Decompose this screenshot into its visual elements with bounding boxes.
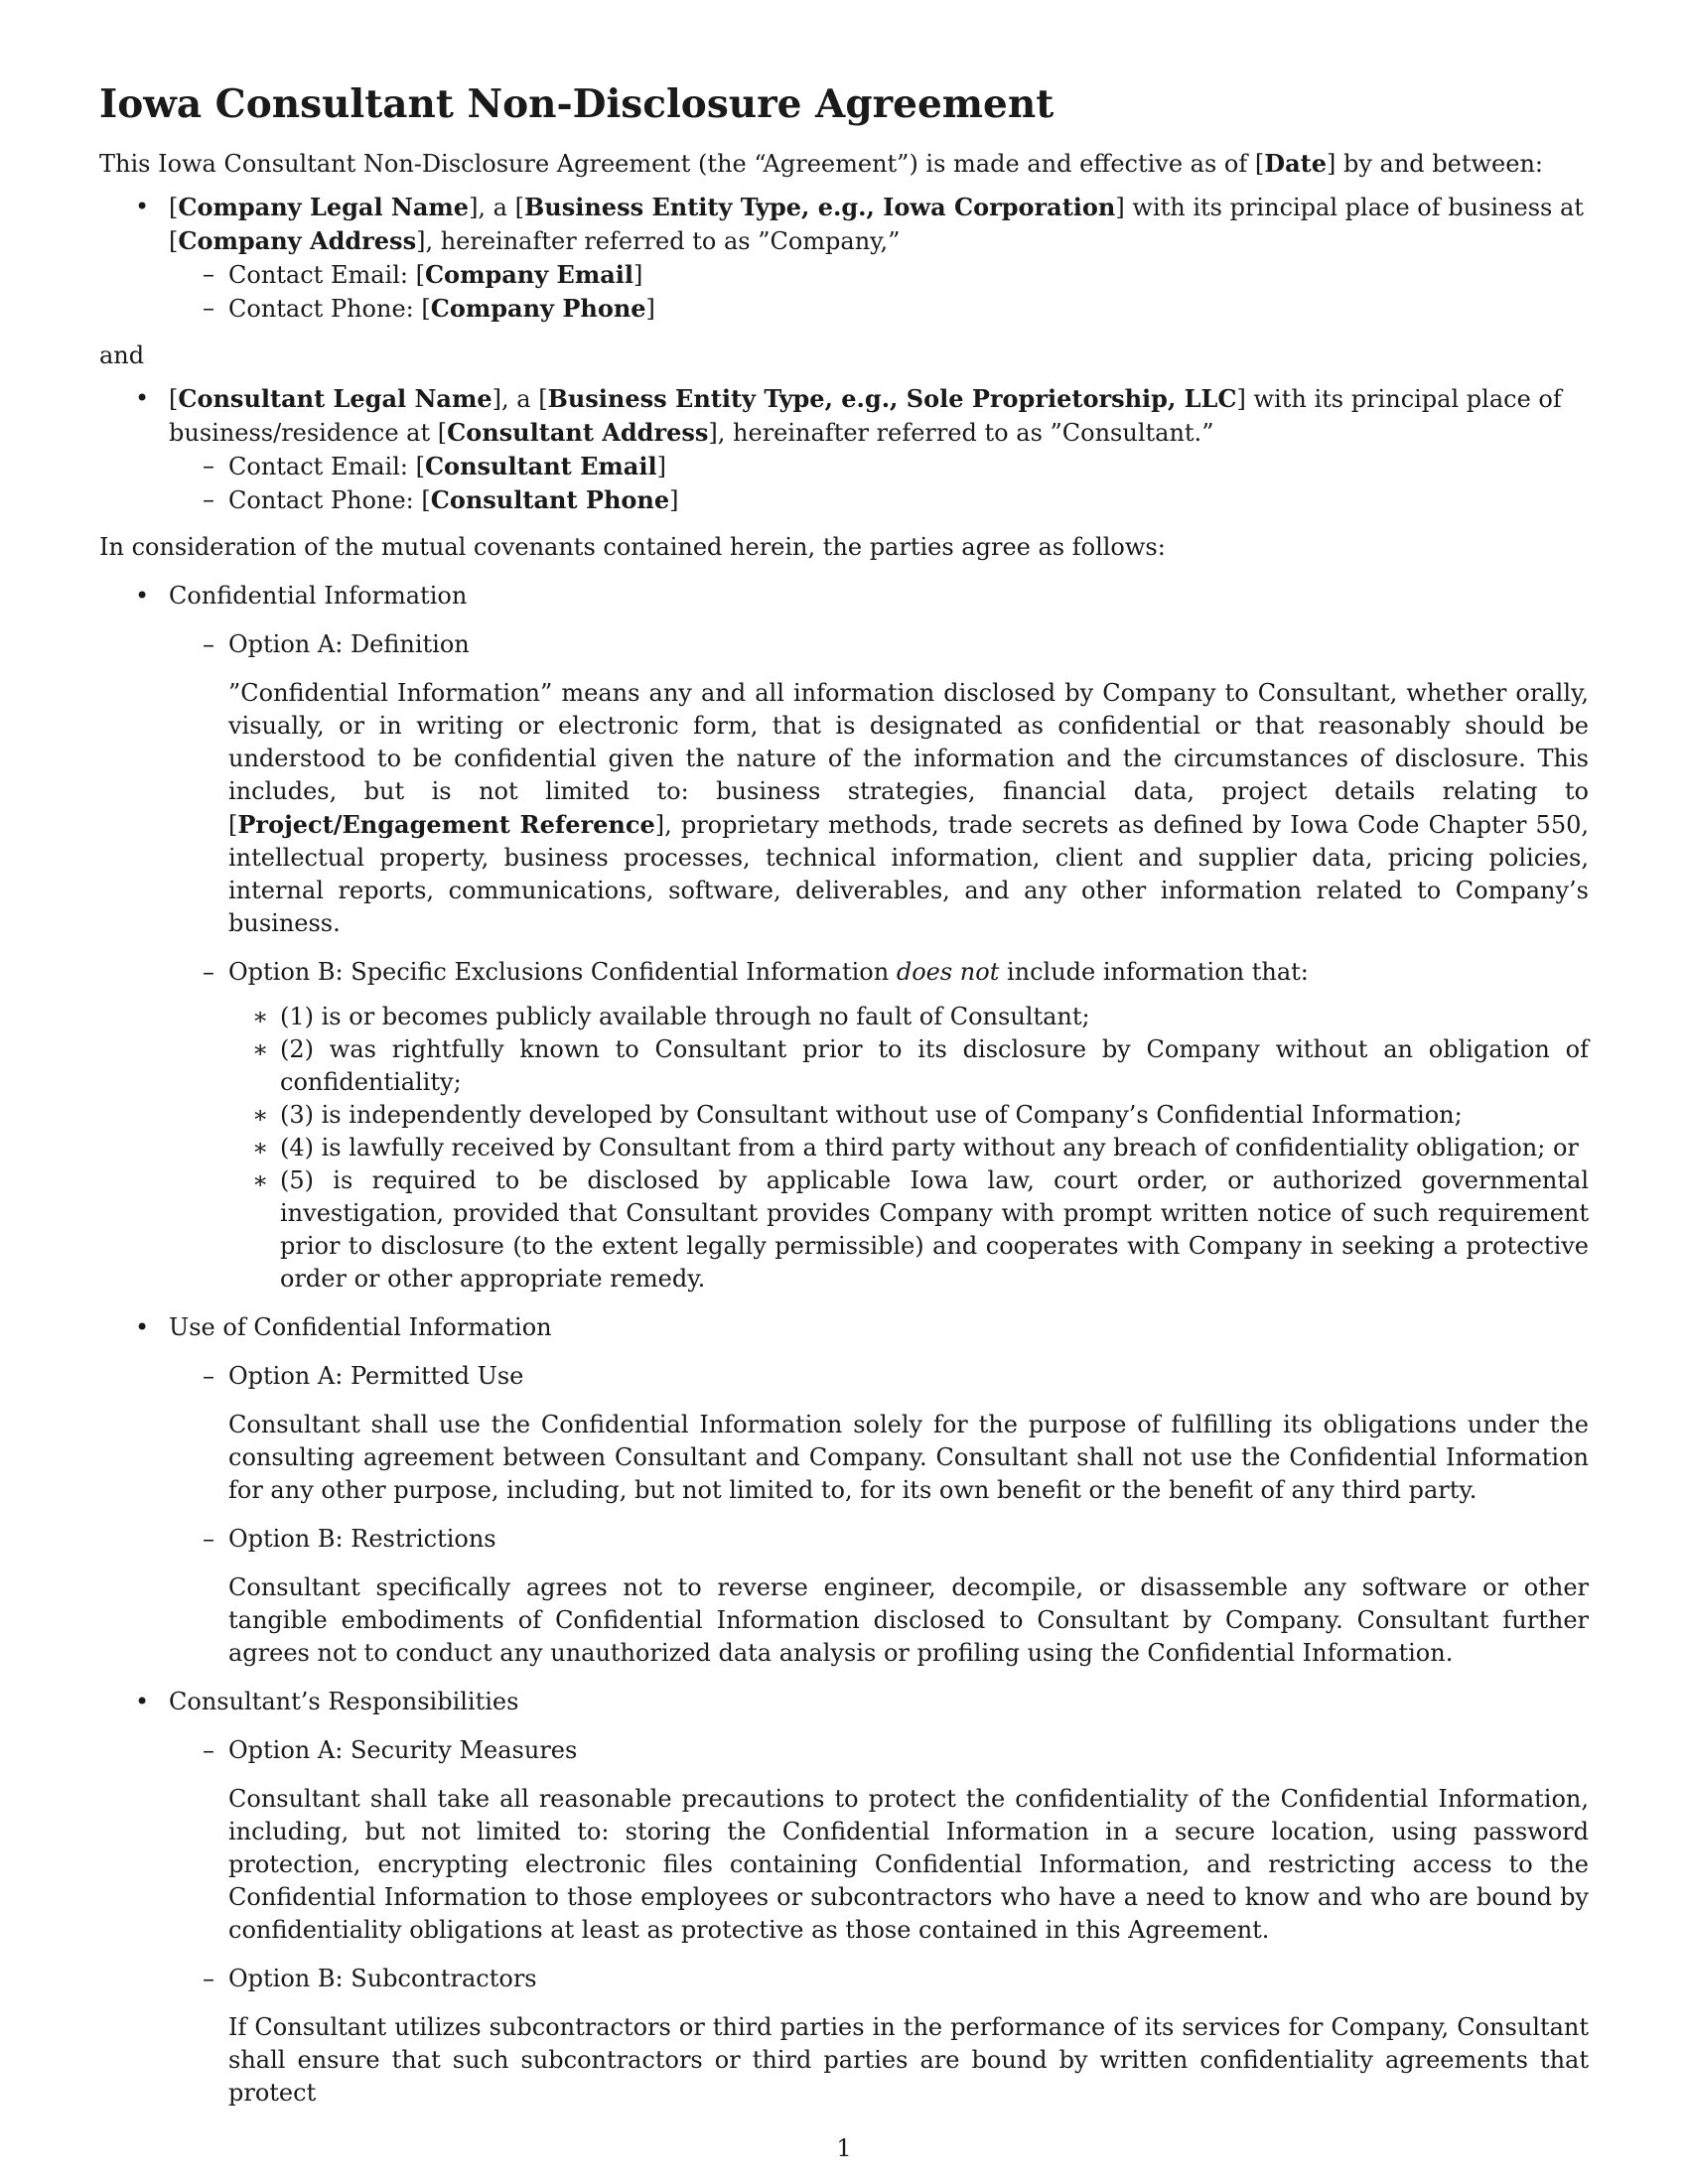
option-title: – Option B: Subcontractors bbox=[228, 1965, 537, 1992]
exclusion-item: ∗ (5) is required to be disclosed by applicable Iowa law, court order, or authorized governmental investigation, provided that Consultant provides Company with prompt written notice of such requirement prior to disclosure (to the extent legally permissible) and cooperates with Company in seeking a protective order or other appropriate remedy. bbox=[228, 1164, 1589, 1296]
consultant-contact-list bbox=[169, 450, 1589, 517]
option-b-exclusions bbox=[169, 956, 1589, 1296]
option-body: Consultant specifically agrees not to reverse engineer, decompile, or disassemble any software or other tangible embodiments of Confidential Information disclosed to Consultant by Company. Consultant further agrees not to conduct any unauthorized data analysis or profiling using the Confidential Information. bbox=[228, 1573, 1589, 1667]
exclusion-item: ∗ (3) is independently developed by Consultant without use of Company’s Confidential Information; bbox=[228, 1099, 1589, 1132]
date-placeholder: Date bbox=[1264, 149, 1327, 178]
company-party-list bbox=[99, 191, 1589, 326]
options-list bbox=[169, 1734, 1589, 2110]
company-name-placeholder: Company Legal Name bbox=[178, 193, 470, 221]
option-body: Consultant shall use the Confidential Information solely for the purpose of fulfilling its obligations under the consulting agreement between Consultant and Company. Consultant shall not use the Confidential Information for any other purpose, including, but not limited to, for its own benefit or the benefit of any third party. bbox=[228, 1411, 1589, 1504]
consultant-party: • [Consultant Legal Name], a [Business Entity Type, e.g., Sole Proprietorship, LLC] with its principal place of business/residence at [Consultant Address], hereinafter referred to as ”Consultant.” – Contact Email: [Consultant Email] – Contact Phone: [Consultant Phone] bbox=[99, 382, 1589, 517]
exclusion-item: ∗ (4) is lawfully received by Consultant from a third party without any breach of confidentiality obligation; or bbox=[228, 1132, 1589, 1164]
company-entity-placeholder: Business Entity Type, e.g., Iowa Corporation bbox=[523, 193, 1116, 221]
option-a-security-measures bbox=[169, 1734, 1589, 1947]
option-title: – Option B: Restrictions bbox=[228, 1525, 496, 1553]
consultant-entity-placeholder: Business Entity Type, e.g., Sole Proprietorship, LLC bbox=[547, 384, 1237, 413]
preamble: This Iowa Consultant Non-Disclosure Agreement (the “Agreement”) is made and effective as of [Date] by and between: bbox=[99, 149, 1543, 178]
consultant-phone-item: – Contact Phone: [Consultant Phone] bbox=[169, 483, 1589, 517]
company-phone-placeholder: Company Phone bbox=[430, 294, 646, 323]
section-heading: • Consultant’s Responsibilities bbox=[169, 1688, 519, 1715]
exclusion-item: ∗ (2) was rightfully known to Consultant prior to its disclosure by Company without an obligation of confidentiality; bbox=[228, 1033, 1589, 1099]
option-title: – Option A: Security Measures bbox=[228, 1736, 578, 1764]
section-consultant-responsibilities bbox=[99, 1686, 1589, 2110]
consultant-name-placeholder: Consultant Legal Name bbox=[178, 384, 492, 413]
section-heading: • Use of Confidential Information bbox=[169, 1313, 552, 1341]
sections-list bbox=[99, 580, 1589, 2110]
document-title: Iowa Consultant Non-Disclosure Agreement bbox=[99, 81, 1055, 127]
company-email-placeholder: Company Email bbox=[424, 260, 634, 289]
section-heading: • Confidential Information bbox=[169, 582, 468, 610]
option-b-subcontractors bbox=[169, 1963, 1589, 2110]
project-reference-placeholder: Project/Engagement Reference bbox=[237, 810, 655, 839]
company-contact-list bbox=[169, 258, 1589, 326]
company-address-placeholder: Company Address bbox=[178, 226, 417, 255]
page-number: 1 bbox=[836, 2134, 852, 2162]
options-list bbox=[169, 1360, 1589, 1670]
consultant-email-placeholder: Consultant Email bbox=[424, 452, 657, 480]
exclusions-list bbox=[228, 1001, 1589, 1296]
options-list bbox=[169, 628, 1589, 1296]
consultant-email-item: – Contact Email: [Consultant Email] bbox=[169, 450, 1589, 483]
option-body: If Consultant utilizes subcontractors or third parties in the performance of its services for Company, Consultant shall ensure that such subcontractors or third parties are bound by written confidentiality agreements that protect bbox=[228, 2013, 1589, 2107]
company-party: • [Company Legal Name], a [Business Entity Type, e.g., Iowa Corporation] with its principal place of business at [Company Address], hereinafter referred to as ”Company,” – Contact Email: [Company Email] – Contact Phone: [Company Phone] bbox=[99, 191, 1589, 326]
document-page bbox=[99, 79, 1589, 2123]
option-title: – Option A: Permitted Use bbox=[228, 1362, 524, 1390]
option-body: Consultant shall take all reasonable precautions to protect the confidentiality of the Confidential Information, including, but not limited to: storing the Confidential Information in a secure location, using password protection, encrypting electronic files containing Confidential Information, and restricting access to the Confidential Information to those employees or subcontractors who have a need to know and who are bound by confidentiality obligations at least as protective as those contained in this Agreement. bbox=[228, 1785, 1589, 1944]
option-title: – Option A: Definition bbox=[228, 630, 470, 658]
option-a-permitted-use bbox=[169, 1360, 1589, 1507]
section-confidential-information bbox=[99, 580, 1589, 1296]
option-b-restrictions bbox=[169, 1523, 1589, 1670]
option-body: ”Confidential Information” means any and all information disclosed by Company to Consultant, whether orally, visually, or in writing or electronic form, that is designated as confidential or that reasonably should be understood to be confidential given the nature of the information and the circumstances of disclosure. This includes, but is not limited to: business strategies, financial data, project details relating to [Project/Engagement Reference], proprietary methods, trade secrets as defined by Iowa Code Chapter 550, intellectual property, business processes, technical information, client and supplier data, pricing policies, internal reports, communications, software, deliverables, and any other information related to Company’s business. bbox=[228, 679, 1589, 937]
consultant-party-list bbox=[99, 382, 1589, 517]
option-title: – Option B: Specific Exclusions Confidential Information does not include information that: bbox=[228, 958, 1309, 986]
consultant-phone-placeholder: Consultant Phone bbox=[430, 485, 670, 514]
company-phone-item: – Contact Phone: [Company Phone] bbox=[169, 292, 1589, 326]
option-a-definition bbox=[169, 628, 1589, 940]
exclusion-item: ∗ (1) is or becomes publicly available through no fault of Consultant; bbox=[228, 1001, 1589, 1033]
section-use-of-confidential-information bbox=[99, 1311, 1589, 1670]
consideration-text: In consideration of the mutual covenants contained herein, the parties agree as follows: bbox=[99, 533, 1166, 561]
company-email-item: – Contact Email: [Company Email] bbox=[169, 258, 1589, 292]
and-connector: and bbox=[99, 341, 145, 369]
consultant-address-placeholder: Consultant Address bbox=[447, 418, 709, 447]
